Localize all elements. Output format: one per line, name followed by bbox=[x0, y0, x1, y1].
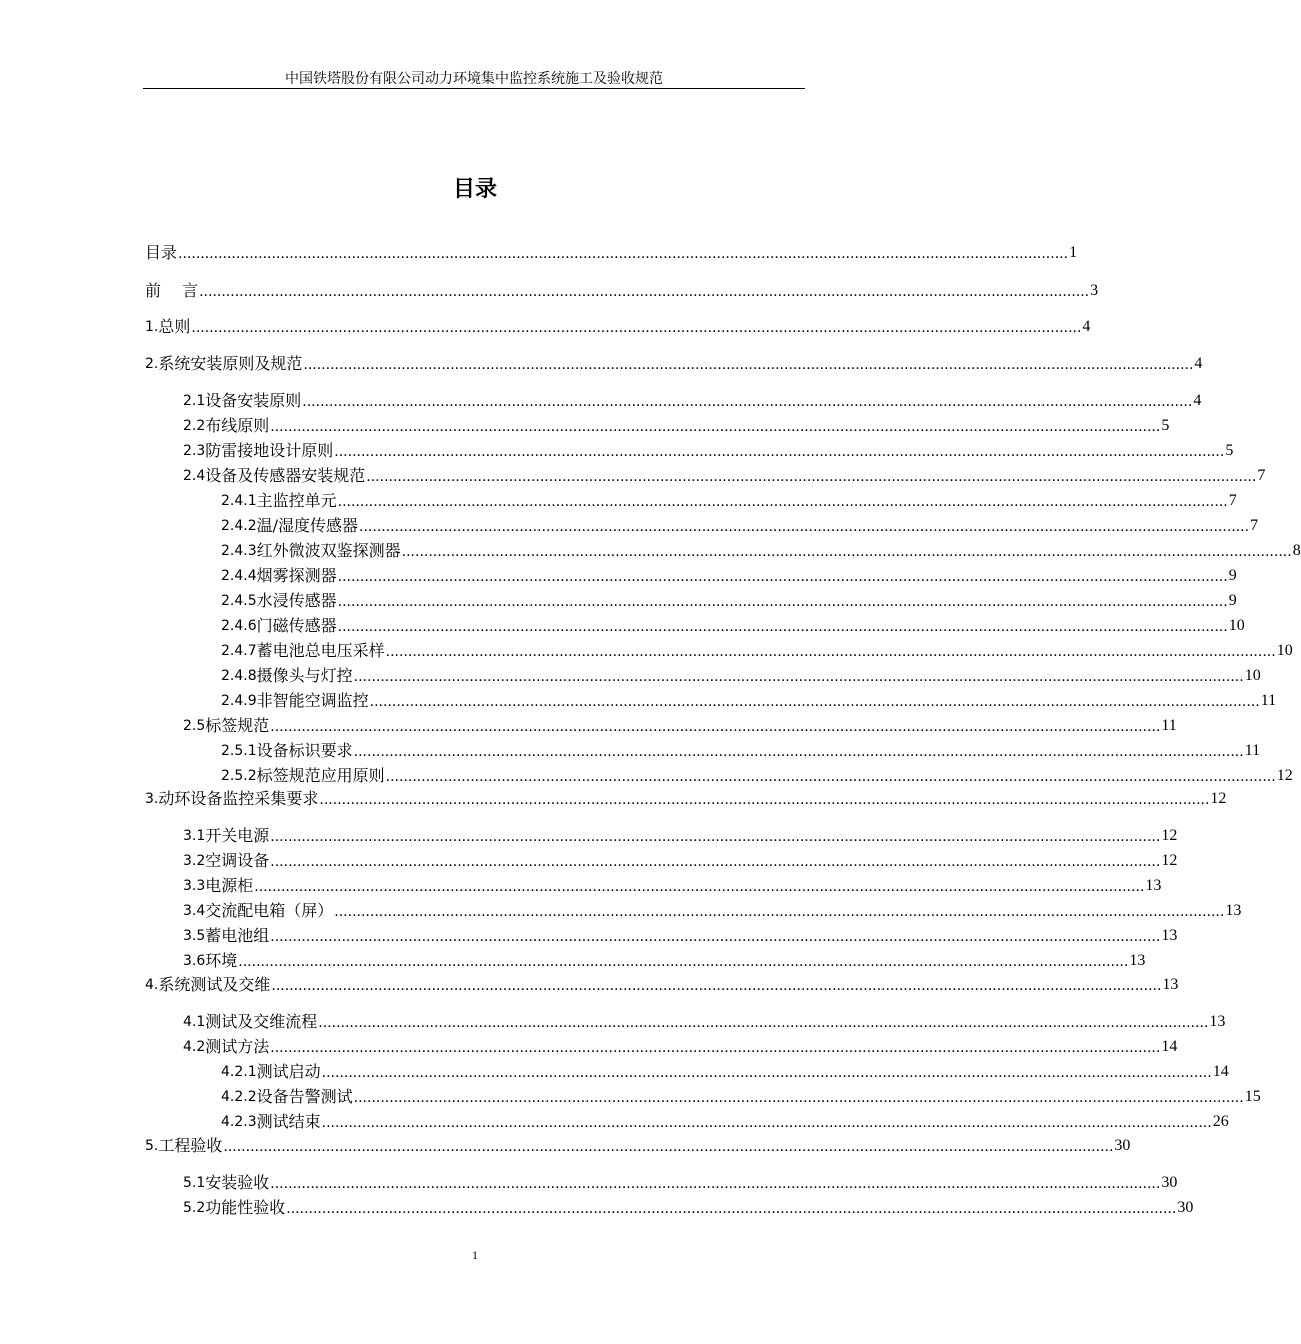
toc-entry-page: 5 bbox=[1225, 442, 1234, 459]
toc-entry[interactable] bbox=[183, 439, 1234, 461]
toc-entry-number: 2.4.5 bbox=[221, 593, 257, 609]
toc-entry-number: 4.2.1 bbox=[221, 1064, 257, 1080]
toc-entry[interactable] bbox=[183, 924, 1178, 946]
toc-entry-number: 1. bbox=[145, 319, 159, 335]
toc-entry-title: 烟雾探测器 bbox=[256, 566, 337, 585]
toc-entry[interactable] bbox=[183, 389, 1202, 411]
toc-leader-dots: ........................................................................................................................................................................................................ bbox=[286, 1201, 1177, 1217]
toc-entry-title: 环境 bbox=[205, 951, 238, 970]
toc-entry-page: 30 bbox=[1177, 1199, 1194, 1216]
toc-entry[interactable] bbox=[145, 279, 1099, 301]
toc-entry-page: 9 bbox=[1228, 592, 1237, 609]
toc-entry-number: 2.1 bbox=[183, 393, 206, 409]
toc-entry[interactable] bbox=[221, 689, 1277, 711]
toc-entry-title: 动环设备监控采集要求 bbox=[158, 789, 319, 808]
toc-entry-title: 测试方法 bbox=[205, 1037, 270, 1056]
toc-entry-page: 12 bbox=[1161, 827, 1178, 844]
toc-entry-page: 8 bbox=[1292, 542, 1301, 559]
toc-entry[interactable] bbox=[221, 664, 1261, 686]
toc-leader-dots: ........................................................................................................................................................................................................ bbox=[270, 719, 1161, 735]
toc-entry-title: 功能性验收 bbox=[205, 1198, 286, 1217]
toc-leader-dots: ........................................................................................................................................................................................................ bbox=[334, 444, 1225, 460]
toc-entry-title: 温/湿度传感器 bbox=[256, 516, 359, 535]
toc-entry[interactable] bbox=[183, 824, 1178, 846]
toc-entry-number: 4.2.3 bbox=[221, 1114, 257, 1130]
toc-leader-dots: ........................................................................................................................................................................................................ bbox=[359, 519, 1250, 535]
toc-entry-title: 设备及传感器安装规范 bbox=[205, 466, 366, 485]
toc-entry-page: 10 bbox=[1228, 617, 1245, 634]
toc-leader-dots: ........................................................................................................................................................................................................ bbox=[366, 469, 1257, 485]
toc-leader-dots: ........................................................................................................................................................................................................ bbox=[337, 594, 1228, 610]
toc-entry-number: 3.4 bbox=[183, 903, 206, 919]
toc-entry[interactable] bbox=[145, 787, 1227, 809]
toc-entry-page: 26 bbox=[1212, 1113, 1229, 1130]
toc-entry-title: 蓄电池组 bbox=[205, 926, 270, 945]
toc-entry-number: 2.4.4 bbox=[221, 568, 257, 584]
toc-leader-dots: ........................................................................................................................................................................................................ bbox=[353, 669, 1244, 685]
toc-entry[interactable] bbox=[183, 464, 1266, 486]
toc-leader-dots: ........................................................................................................................................................................................................ bbox=[303, 357, 1194, 373]
toc-entry-page: 4 bbox=[1193, 392, 1202, 409]
toc-entry-title: 电源柜 bbox=[205, 876, 254, 895]
toc-entry-number: 2.4.2 bbox=[221, 518, 257, 534]
toc-entry-page: 4 bbox=[1194, 355, 1203, 372]
toc-entry[interactable] bbox=[145, 1134, 1131, 1156]
toc-entry[interactable] bbox=[221, 1060, 1229, 1082]
toc-entry-number: 3. bbox=[145, 791, 159, 807]
toc-entry-number: 3.6 bbox=[183, 953, 206, 969]
toc-entry-page: 9 bbox=[1228, 567, 1237, 584]
toc-entry[interactable] bbox=[221, 1110, 1229, 1132]
toc-entry[interactable] bbox=[221, 589, 1237, 611]
toc-entry-page: 1 bbox=[1069, 244, 1078, 261]
toc-leader-dots: ........................................................................................................................................................................................................ bbox=[321, 1065, 1212, 1081]
toc-entry[interactable] bbox=[183, 714, 1177, 736]
toc-entry-number: 2.4.8 bbox=[221, 668, 257, 684]
toc-entry-number: 2.4.7 bbox=[221, 643, 257, 659]
toc-entry-number: 2.5.2 bbox=[221, 768, 257, 784]
toc-leader-dots: ........................................................................................................................................................................................................ bbox=[270, 854, 1161, 870]
toc-entry-page: 7 bbox=[1257, 467, 1266, 484]
toc-leader-dots: ........................................................................................................................................................................................................ bbox=[321, 1115, 1212, 1131]
toc-entry[interactable] bbox=[183, 849, 1178, 871]
toc-entry[interactable] bbox=[145, 973, 1179, 995]
toc-entry-page: 30 bbox=[1161, 1174, 1178, 1191]
toc-entry[interactable] bbox=[183, 1010, 1226, 1032]
toc-leader-dots: ........................................................................................................................................................................................................ bbox=[270, 1040, 1161, 1056]
toc-leader-dots: ........................................................................................................................................................................................................ bbox=[385, 769, 1276, 785]
toc-entry-title: 主监控单元 bbox=[256, 491, 337, 510]
page-title: 目录 bbox=[452, 177, 497, 202]
toc-entry-page: 13 bbox=[1145, 877, 1162, 894]
toc-entry-number: 2.5.1 bbox=[221, 743, 257, 759]
toc-entry-title: 目录 bbox=[145, 243, 178, 262]
toc-entry-number: 4. bbox=[145, 977, 159, 993]
toc-leader-dots: ........................................................................................................................................................................................................ bbox=[223, 1139, 1114, 1155]
toc-entry-title: 标签规范应用原则 bbox=[256, 766, 385, 785]
toc-entry-page: 13 bbox=[1225, 902, 1242, 919]
toc-entry-title: 蓄电池总电压采样 bbox=[256, 641, 385, 660]
toc-entry-number: 5. bbox=[145, 1138, 159, 1154]
toc-entry-number: 3.5 bbox=[183, 928, 206, 944]
toc-entry-title: 前 言 bbox=[145, 281, 199, 300]
toc-entry-page: 11 bbox=[1244, 742, 1261, 759]
toc-leader-dots: ........................................................................................................................................................................................................ bbox=[337, 569, 1228, 585]
toc-entry-number: 4.2.2 bbox=[221, 1089, 257, 1105]
toc-leader-dots: ........................................................................................................................................................................................................ bbox=[353, 1090, 1244, 1106]
toc-entry-title: 非智能空调监控 bbox=[256, 691, 369, 710]
toc-entry[interactable] bbox=[183, 1196, 1194, 1218]
toc-leader-dots: ........................................................................................................................................................................................................ bbox=[337, 494, 1228, 510]
toc-entry-title: 测试及交维流程 bbox=[205, 1012, 318, 1031]
toc-entry-title: 设备安装原则 bbox=[205, 391, 302, 410]
toc-entry[interactable] bbox=[183, 1035, 1178, 1057]
toc-entry-page: 13 bbox=[1129, 952, 1146, 969]
toc-entry-title: 设备告警测试 bbox=[256, 1087, 353, 1106]
toc-entry-number: 2.4.3 bbox=[221, 543, 257, 559]
toc-entry[interactable] bbox=[221, 614, 1245, 636]
toc-entry-title: 总则 bbox=[158, 317, 191, 336]
toc-leader-dots: ........................................................................................................................................................................................................ bbox=[334, 904, 1225, 920]
toc-leader-dots: ........................................................................................................................................................................................................ bbox=[238, 954, 1129, 970]
toc-leader-dots: ........................................................................................................................................................................................................ bbox=[401, 544, 1292, 560]
toc-leader-dots: ........................................................................................................................................................................................................ bbox=[318, 1015, 1209, 1031]
toc-entry-page: 14 bbox=[1212, 1063, 1229, 1080]
toc-entry-title: 开关电源 bbox=[205, 826, 270, 845]
toc-entry-page: 12 bbox=[1210, 790, 1227, 807]
toc-leader-dots: ........................................................................................................................................................................................................ bbox=[385, 644, 1276, 660]
toc-entry-page: 10 bbox=[1244, 667, 1261, 684]
toc-entry[interactable] bbox=[183, 949, 1146, 971]
toc-entry[interactable] bbox=[221, 489, 1237, 511]
toc-entry-title: 系统测试及交维 bbox=[158, 975, 271, 994]
toc-entry-number: 4.2 bbox=[183, 1039, 206, 1055]
toc-leader-dots: ........................................................................................................................................................................................................ bbox=[319, 792, 1210, 808]
toc-entry-title: 布线原则 bbox=[205, 416, 270, 435]
toc-entry-title: 水浸传感器 bbox=[256, 591, 337, 610]
toc-entry[interactable] bbox=[145, 352, 1203, 374]
toc-entry-title: 摄像头与灯控 bbox=[256, 666, 353, 685]
toc-entry-page: 7 bbox=[1250, 517, 1259, 534]
toc-leader-dots: ........................................................................................................................................................................................................ bbox=[369, 694, 1260, 710]
header-rule bbox=[143, 88, 805, 89]
toc-entry-number: 2.4.6 bbox=[221, 618, 257, 634]
toc-entry-title: 红外微波双鉴探测器 bbox=[256, 541, 401, 560]
toc-entry-number: 2.5 bbox=[183, 718, 206, 734]
toc-leader-dots: ........................................................................................................................................................................................................ bbox=[199, 284, 1090, 300]
toc-entry-number: 3.3 bbox=[183, 878, 206, 894]
toc-entry[interactable] bbox=[221, 764, 1293, 786]
toc-entry-page: 12 bbox=[1276, 767, 1293, 784]
toc-entry-number: 2.2 bbox=[183, 418, 206, 434]
toc-entry-title: 安装验收 bbox=[205, 1173, 270, 1192]
toc-entry-number: 2. bbox=[145, 356, 159, 372]
page-number: 1 bbox=[472, 1248, 478, 1262]
toc-entry-page: 30 bbox=[1114, 1137, 1131, 1154]
toc-entry[interactable] bbox=[221, 1085, 1261, 1107]
toc-entry-page: 11 bbox=[1260, 692, 1277, 709]
toc-entry-number: 5.2 bbox=[183, 1200, 206, 1216]
toc-entry-page: 10 bbox=[1276, 642, 1293, 659]
toc-leader-dots: ........................................................................................................................................................................................................ bbox=[270, 929, 1161, 945]
toc-entry-page: 13 bbox=[1209, 1013, 1226, 1030]
toc-entry-title: 设备标识要求 bbox=[256, 741, 353, 760]
toc-leader-dots: ........................................................................................................................................................................................................ bbox=[271, 978, 1162, 994]
toc-entry[interactable] bbox=[145, 241, 1078, 263]
toc-leader-dots: ........................................................................................................................................................................................................ bbox=[178, 246, 1069, 262]
toc-entry-page: 4 bbox=[1082, 318, 1091, 335]
toc-entry[interactable] bbox=[183, 899, 1242, 921]
toc-entry-page: 5 bbox=[1161, 417, 1170, 434]
toc-leader-dots: ........................................................................................................................................................................................................ bbox=[302, 394, 1193, 410]
toc-entry-number: 2.4.1 bbox=[221, 493, 257, 509]
toc-entry-title: 测试结束 bbox=[256, 1112, 321, 1131]
toc-entry-title: 系统安装原则及规范 bbox=[158, 354, 303, 373]
toc-leader-dots: ........................................................................................................................................................................................................ bbox=[270, 419, 1161, 435]
toc-entry[interactable] bbox=[145, 315, 1091, 337]
running-header: 中国铁塔股份有限公司动力环境集中监控系统施工及验收规范 bbox=[285, 71, 663, 87]
toc-entry-number: 3.2 bbox=[183, 853, 206, 869]
toc-entry-title: 交流配电箱（屏） bbox=[205, 901, 334, 920]
toc-entry[interactable] bbox=[221, 564, 1237, 586]
toc-entry-title: 测试启动 bbox=[256, 1062, 321, 1081]
toc-entry-number: 2.4 bbox=[183, 468, 206, 484]
toc-entry[interactable] bbox=[221, 739, 1261, 761]
toc-entry-number: 2.3 bbox=[183, 443, 206, 459]
toc-entry-page: 7 bbox=[1228, 492, 1237, 509]
toc-leader-dots: ........................................................................................................................................................................................................ bbox=[353, 744, 1244, 760]
toc-entry-page: 13 bbox=[1161, 927, 1178, 944]
toc-leader-dots: ........................................................................................................................................................................................................ bbox=[337, 619, 1228, 635]
toc-leader-dots: ........................................................................................................................................................................................................ bbox=[270, 1176, 1161, 1192]
toc-entry-page: 14 bbox=[1161, 1038, 1178, 1055]
toc-entry-page: 15 bbox=[1244, 1088, 1261, 1105]
toc-entry-page: 13 bbox=[1162, 976, 1179, 993]
toc-entry-number: 3.1 bbox=[183, 828, 206, 844]
toc-entry[interactable] bbox=[221, 639, 1293, 661]
toc-entry-title: 门磁传感器 bbox=[256, 616, 337, 635]
toc-leader-dots: ........................................................................................................................................................................................................ bbox=[270, 829, 1161, 845]
toc-entry[interactable] bbox=[221, 514, 1259, 536]
toc-entry[interactable] bbox=[183, 414, 1170, 436]
toc-entry[interactable] bbox=[221, 539, 1301, 561]
toc-leader-dots: ........................................................................................................................................................................................................ bbox=[191, 320, 1082, 336]
toc-entry-title: 防雷接地设计原则 bbox=[205, 441, 334, 460]
toc-entry-number: 4.1 bbox=[183, 1014, 206, 1030]
toc-entry-number: 5.1 bbox=[183, 1175, 206, 1191]
toc-entry[interactable] bbox=[183, 1171, 1178, 1193]
toc-entry-page: 3 bbox=[1090, 282, 1099, 299]
toc-entry-page: 11 bbox=[1161, 717, 1177, 734]
toc-leader-dots: ........................................................................................................................................................................................................ bbox=[254, 879, 1145, 895]
toc-entry-number: 2.4.9 bbox=[221, 693, 257, 709]
toc-entry-title: 标签规范 bbox=[205, 716, 270, 735]
toc-entry-title: 空调设备 bbox=[205, 851, 270, 870]
toc-entry-page: 12 bbox=[1161, 852, 1178, 869]
toc-entry[interactable] bbox=[183, 874, 1162, 896]
toc-entry-title: 工程验收 bbox=[158, 1136, 223, 1155]
